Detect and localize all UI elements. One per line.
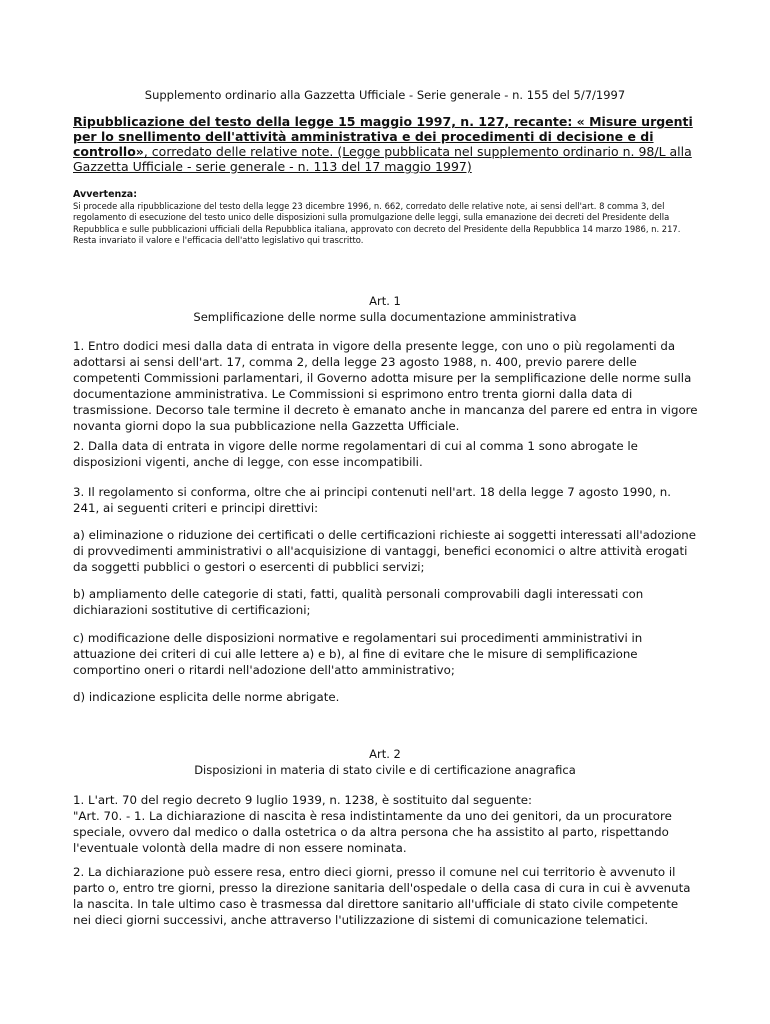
- art1-heading: Semplificazione delle norme sulla documentazione amministrativa: [193, 310, 577, 324]
- document-title: [73, 114, 698, 174]
- art1-number: Art. 1: [369, 294, 401, 308]
- gazette-header: Supplemento ordinario alla Gazzetta Ufficiale - Serie generale - n. 155 del 5/7/1997: [144, 88, 626, 102]
- warning-text: Si procede alla ripubblicazione del testo della legge 23 dicembre 1996, n. 662, corredato delle relative note, ai sensi dell'art. 8 comma 3, del regolamento di esecuzione del testo unico delle disposizioni sulla promulgazione delle leggi, sulla emanazione dei decreti del Presidente della Repubblica e sulle pubblicazioni ufficiali della Repubblica italiana, approvato con decreto del Presidente della Repubblica 14 marzo 1986, n. 217. Resta invariato il valore e l'efficacia dell'atto legislativo qui trascritto.: [73, 200, 681, 246]
- art2-number: Art. 2: [369, 747, 401, 761]
- art1-paragraph-3: 3. Il regolamento si conforma, oltre che ai principi contenuti nell'art. 18 della legge 7 agosto 1990, n. 241, ai seguenti criteri e principi direttivi:: [73, 485, 671, 515]
- art1-paragraph-d: d) indicazione esplicita delle norme abrigate.: [73, 690, 340, 704]
- art1-paragraph-1: 1. Entro dodici mesi dalla data di entrata in vigore della presente legge, con uno o più regolamenti da adottarsi ai sensi dell'art. 17, comma 2, della legge 23 agosto 1988, n. 400, previo parere delle competenti Commissioni parlamentari, il Governo adotta misure per la semplificazione delle norme sulla documentazione amministrativa. Le Commissioni si esprimono entro trenta giorni dalla data di trasmissione. Decorso tale termine il decreto è emanato anche in mancanza del parere ed entra in vigore novanta giorni dopo la sua pubblicazione nella Gazzetta Ufficiale.: [73, 339, 698, 433]
- warning-label: Avvertenza: [73, 189, 134, 200]
- art1-paragraph-c: c) modificazione delle disposizioni normative e regolamentari sui procedimenti amministrativi in attuazione dei criteri di cui alle lettere a) e b), al fine di evitare che le misure di semplificazione comportino oneri o ritardi nell'adozione dell'atto amministrativo;: [73, 631, 643, 677]
- art1-paragraph-2: 2. Dalla data di entrata in vigore delle norme regolamentari di cui al comma 1 sono abrogate le disposizioni vigenti, anche di legge, con esse incompatibili.: [73, 439, 638, 469]
- art2-paragraph-1: 1. L'art. 70 del regio decreto 9 luglio 1939, n. 1238, è sostituito dal seguente:: [73, 793, 532, 807]
- warning-block: Avvertenza: Si procede alla ripubblicazione del testo della legge 23 dicembre 1996, n. 662, corredato delle relative note, ai sensi dell'art. 8 comma 3, del regolamento di esecuzione del testo unico delle disposizioni sulla promulgazione delle leggi, sulla emanazione dei decreti del Presidente della Repubblica e sulle pubblicazioni ufficiali della Repubblica italiana, approvato con decreto del Presidente della Repubblica 14 marzo 1986, n. 217. Resta invariato il valore e l'efficacia dell'atto legislativo qui trascritto.: [73, 189, 681, 246]
- art1-paragraph-a: a) eliminazione o riduzione dei certificati o delle certificazioni richieste ai soggetti interessati all'adozione di provvedimenti amministrativi o all'acquisizione di vantaggi, benefici economici o altre attività erogati da soggetti pubblici o gestori o esercenti di pubblici servizi;: [73, 528, 697, 574]
- title-normal: , corredato delle relative note. (Legge pubblicata nel supplemento ordinario n. 98/L alla Gazzetta Ufficiale - serie generale - n. 113 del 17 maggio 1997): [73, 144, 692, 174]
- art2-paragraph-3: 2. La dichiarazione può essere resa, entro dieci giorni, presso il comune nel cui territorio è avvenuto il parto o, entro tre giorni, presso la direzione sanitaria dell'ospedale o della casa di cura in cui è avvenuta la nascita. In tale ultimo caso è trasmessa dal direttore sanitario all'ufficiale di stato civile competente nei dieci giorni successivi, anche attraverso l'utilizzazione di sistemi di comunicazione telematici.: [73, 865, 691, 927]
- art2-heading: Disposizioni in materia di stato civile e di certificazione anagrafica: [194, 763, 576, 777]
- art1-paragraph-b: b) ampliamento delle categorie di stati, fatti, qualità personali comprovabili dagli interessati con dichiarazioni sostitutive di certificazioni;: [73, 587, 644, 617]
- art2-paragraph-2: "Art. 70. - 1. La dichiarazione di nascita è resa indistintamente da uno dei genitori, da un procuratore speciale, ovvero dal medico o dalla ostetrica o da altra persona che ha assistito al parto, rispettando l'eventuale volontà della madre di non essere nominata.: [73, 809, 672, 855]
- title-bold: Ripubblicazione del testo della legge 15 maggio 1997, n. 127, recante: « Misure urgenti per lo snellimento dell'attività amministrativa e dei procedimenti di decisione e di controllo»: [73, 114, 693, 159]
